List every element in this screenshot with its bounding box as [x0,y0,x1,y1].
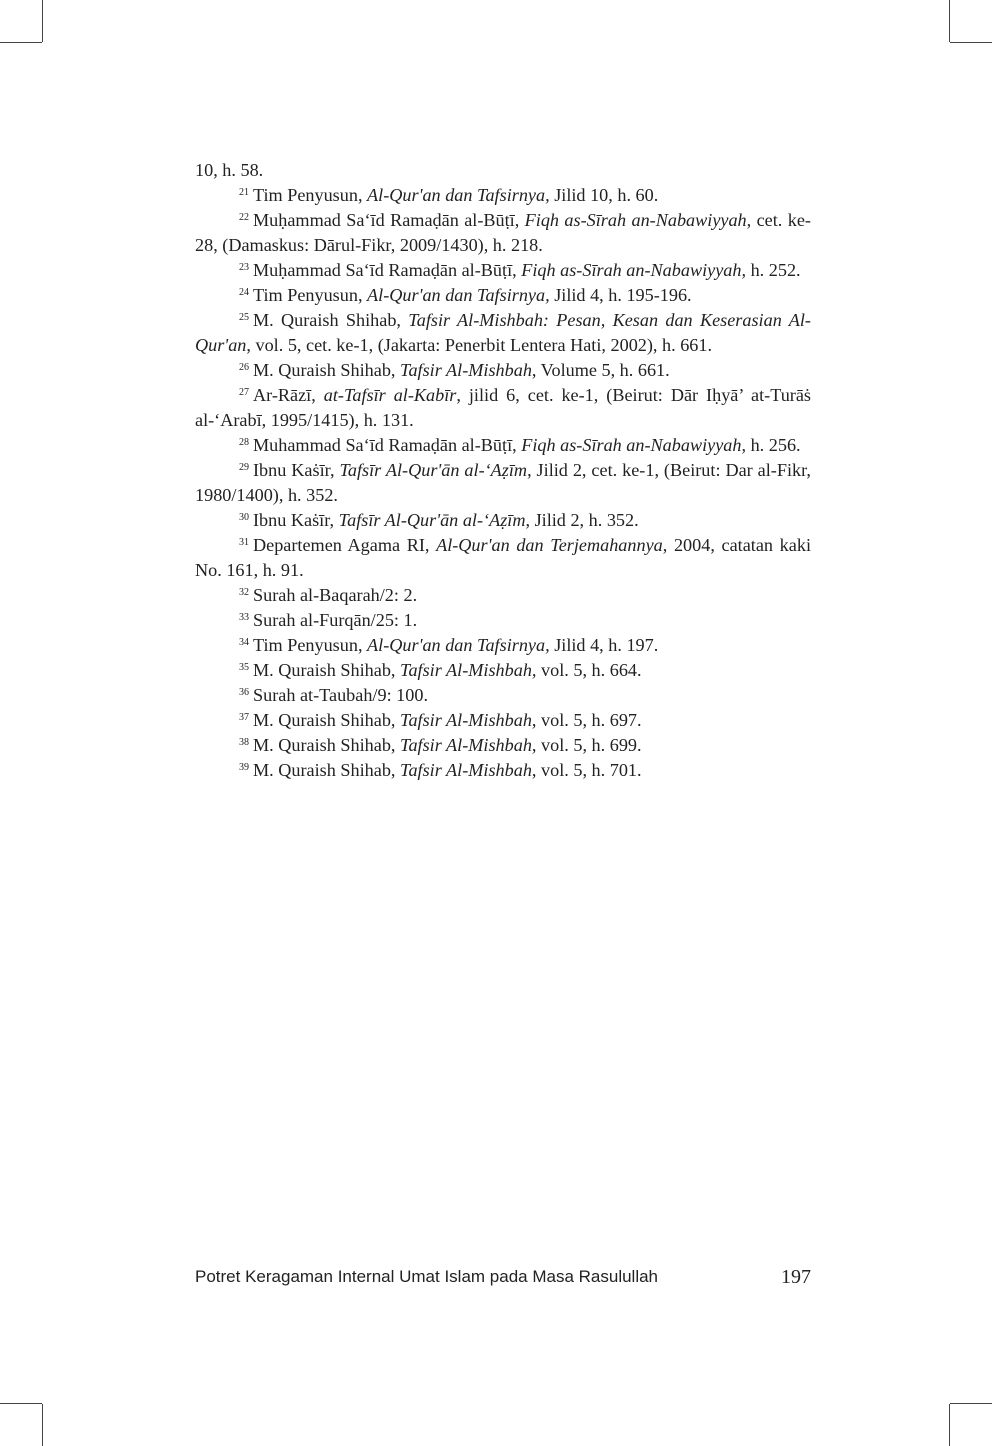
footnote-title: Tafsir Al-Mishbah, [400,660,537,680]
footnote-text: Surah al-Furqān/25: 1. [253,610,418,630]
footnote-26 [195,358,811,383]
footnote-number: 22 [239,212,249,223]
crop-mark-top-right [950,42,992,43]
footnote-title: Tafsir Al-Mishbah [400,360,532,380]
footnote-title: Tafsir Al-Mishbah: Pesan, Kesan dan Keserasian Al-Qur'an [195,310,811,355]
footnote-24 [195,283,811,308]
crop-mark-bottom-left [42,1404,43,1446]
footnote-title: Tafsīr Al-Qur'ān al-‘Aẓīm [339,460,528,480]
footnote-text: h. 252. [746,260,801,280]
footnote-32 [195,583,811,608]
crop-mark-bottom-right [949,1404,950,1446]
footnote-title: Tafsīr Al-Qur'ān al-‘Aẓīm [338,510,526,530]
footnote-33 [195,608,811,633]
footnotes-list [195,158,811,783]
footnote-number: 33 [239,612,249,623]
footnote-number: 32 [239,587,249,598]
footnote-continuation [195,158,811,183]
footnote-text: Tim Penyusun, [253,285,368,305]
footnote-text: Muḥammad Sa‘īd Ramaḍān al-Būṭī, [253,260,522,280]
footnote-text: , Jilid 2, cet. ke-1, (Beirut: Dar al-Fikr, 1980/1400), h. 352. [195,460,811,505]
footnote-text: h. 256. [746,435,801,455]
footnote-text: Ibnu Kaṡīr, [253,510,339,530]
footnote-22 [195,208,811,258]
footnote-number: 31 [239,537,249,548]
footnote-text: M. Quraish Shihab, [253,760,401,780]
footnote-text: vol. 5, h. 664. [536,660,642,680]
footnote-number: 28 [239,437,249,448]
footnote-text: M. Quraish Shihab, [253,710,401,730]
footnote-number: 30 [239,512,249,523]
footnote-number: 27 [239,387,249,398]
footnote-number: 39 [239,762,249,773]
footnote-title: Fiqh as-Sīrah an-Nabawiyyah, [521,260,747,280]
footnote-text: Ar-Rāzī, [253,385,324,405]
footnote-23 [195,258,811,283]
footnote-title: Fiqh as-Sīrah an-Nabawiyyah, [524,210,752,230]
footnote-title: Al-Qur'an dan Tafsirnya, [367,285,550,305]
footnote-number: 34 [239,637,249,648]
footnote-number: 24 [239,287,249,298]
footnote-text: Muhammad Sa‘īd Ramaḍān al-Būṭī, [253,435,522,455]
footnote-37 [195,708,811,733]
footnote-text: Ibnu Kaṡīr, [253,460,340,480]
footnote-27 [195,383,811,433]
footnote-title: at-Tafsīr al-Kabīr [323,385,457,405]
footnote-text: Departemen Agama RI, [253,535,437,555]
footnote-title: Tafsir Al-Mishbah [400,710,532,730]
footnote-text: Tim Penyusun, [253,635,368,655]
footnote-number: 25 [239,312,249,323]
footnote-34 [195,633,811,658]
footnote-35 [195,658,811,683]
footnote-number: 29 [239,462,249,473]
footnote-text: Muḥammad Sa‘īd Ramaḍān al-Būṭī, [253,210,525,230]
footnote-38 [195,733,811,758]
footnote-text: , vol. 5, cet. ke-1, (Jakarta: Penerbit Lentera Hati, 2002), h. 661. [246,335,713,355]
footnote-number: 38 [239,737,249,748]
footnote-text: 10, h. 58. [195,160,264,180]
footnote-number: 37 [239,712,249,723]
footnote-text: M. Quraish Shihab, [253,660,401,680]
footnote-text: , Jilid 2, h. 352. [525,510,639,530]
footnote-number: 36 [239,687,249,698]
crop-mark-top-right [949,0,950,42]
footnote-text: , vol. 5, h. 701. [531,760,642,780]
footnote-text: , 2004, catatan kaki No. 161, h. 91. [195,535,811,580]
footnote-39 [195,758,811,783]
footnote-number: 23 [239,262,249,273]
footnote-29 [195,458,811,508]
footnote-30 [195,508,811,533]
footnote-text: M. Quraish Shihab, [253,735,401,755]
footnote-title: Tafsir Al-Mishbah [400,760,532,780]
footnote-text: cet. ke-28, (Damaskus: Dārul-Fikr, 2009/1430), h. 218. [195,210,811,255]
crop-mark-bottom-right [950,1403,992,1404]
footnote-text: Jilid 10, h. 60. [549,185,659,205]
footer-book-title: Potret Keragaman Internal Umat Islam pada Masa Rasulullah [195,1267,659,1286]
footnote-text: M. Quraish Shihab, [253,360,401,380]
footnote-text: , Volume 5, h. 661. [531,360,670,380]
footnote-number: 35 [239,662,249,673]
footnote-text: Tim Penyusun, [253,185,368,205]
footnote-text: Jilid 4, h. 195-196. [549,285,692,305]
footnote-36 [195,683,811,708]
footnote-21 [195,183,811,208]
footnote-text: Surah at-Taubah/9: 100. [253,685,429,705]
footnote-title: Fiqh as-Sīrah an-Nabawiyyah, [521,435,747,455]
page-number: 197 [781,1266,811,1288]
footnote-title: Tafsir Al-Mishbah [400,735,532,755]
footnote-25 [195,308,811,358]
crop-mark-top-left [42,0,43,42]
footnote-28 [195,433,811,458]
footnote-text: Jilid 4, h. 197. [549,635,659,655]
footnote-text: Surah al-Baqarah/2: 2. [253,585,418,605]
footnote-text: , vol. 5, h. 697. [531,710,642,730]
crop-mark-top-left [0,42,42,43]
footnote-31 [195,533,811,583]
crop-mark-bottom-left [0,1403,42,1404]
footnote-number: 21 [239,187,249,198]
footnote-text: , jilid 6, cet. ke-1, (Beirut: Dār Iḥyā’ at-Turāṡ al-‘Arabī, 1995/1415), h. 131. [195,385,811,430]
footnote-title: Al-Qur'an dan Terjemahannya [436,535,663,555]
footnote-number: 26 [239,362,249,373]
footnote-title: Al-Qur'an dan Tafsirnya, [367,185,550,205]
footnote-text: , vol. 5, h. 699. [531,735,642,755]
footnote-text: M. Quraish Shihab, [253,310,409,330]
footnote-title: Al-Qur'an dan Tafsirnya, [367,635,550,655]
